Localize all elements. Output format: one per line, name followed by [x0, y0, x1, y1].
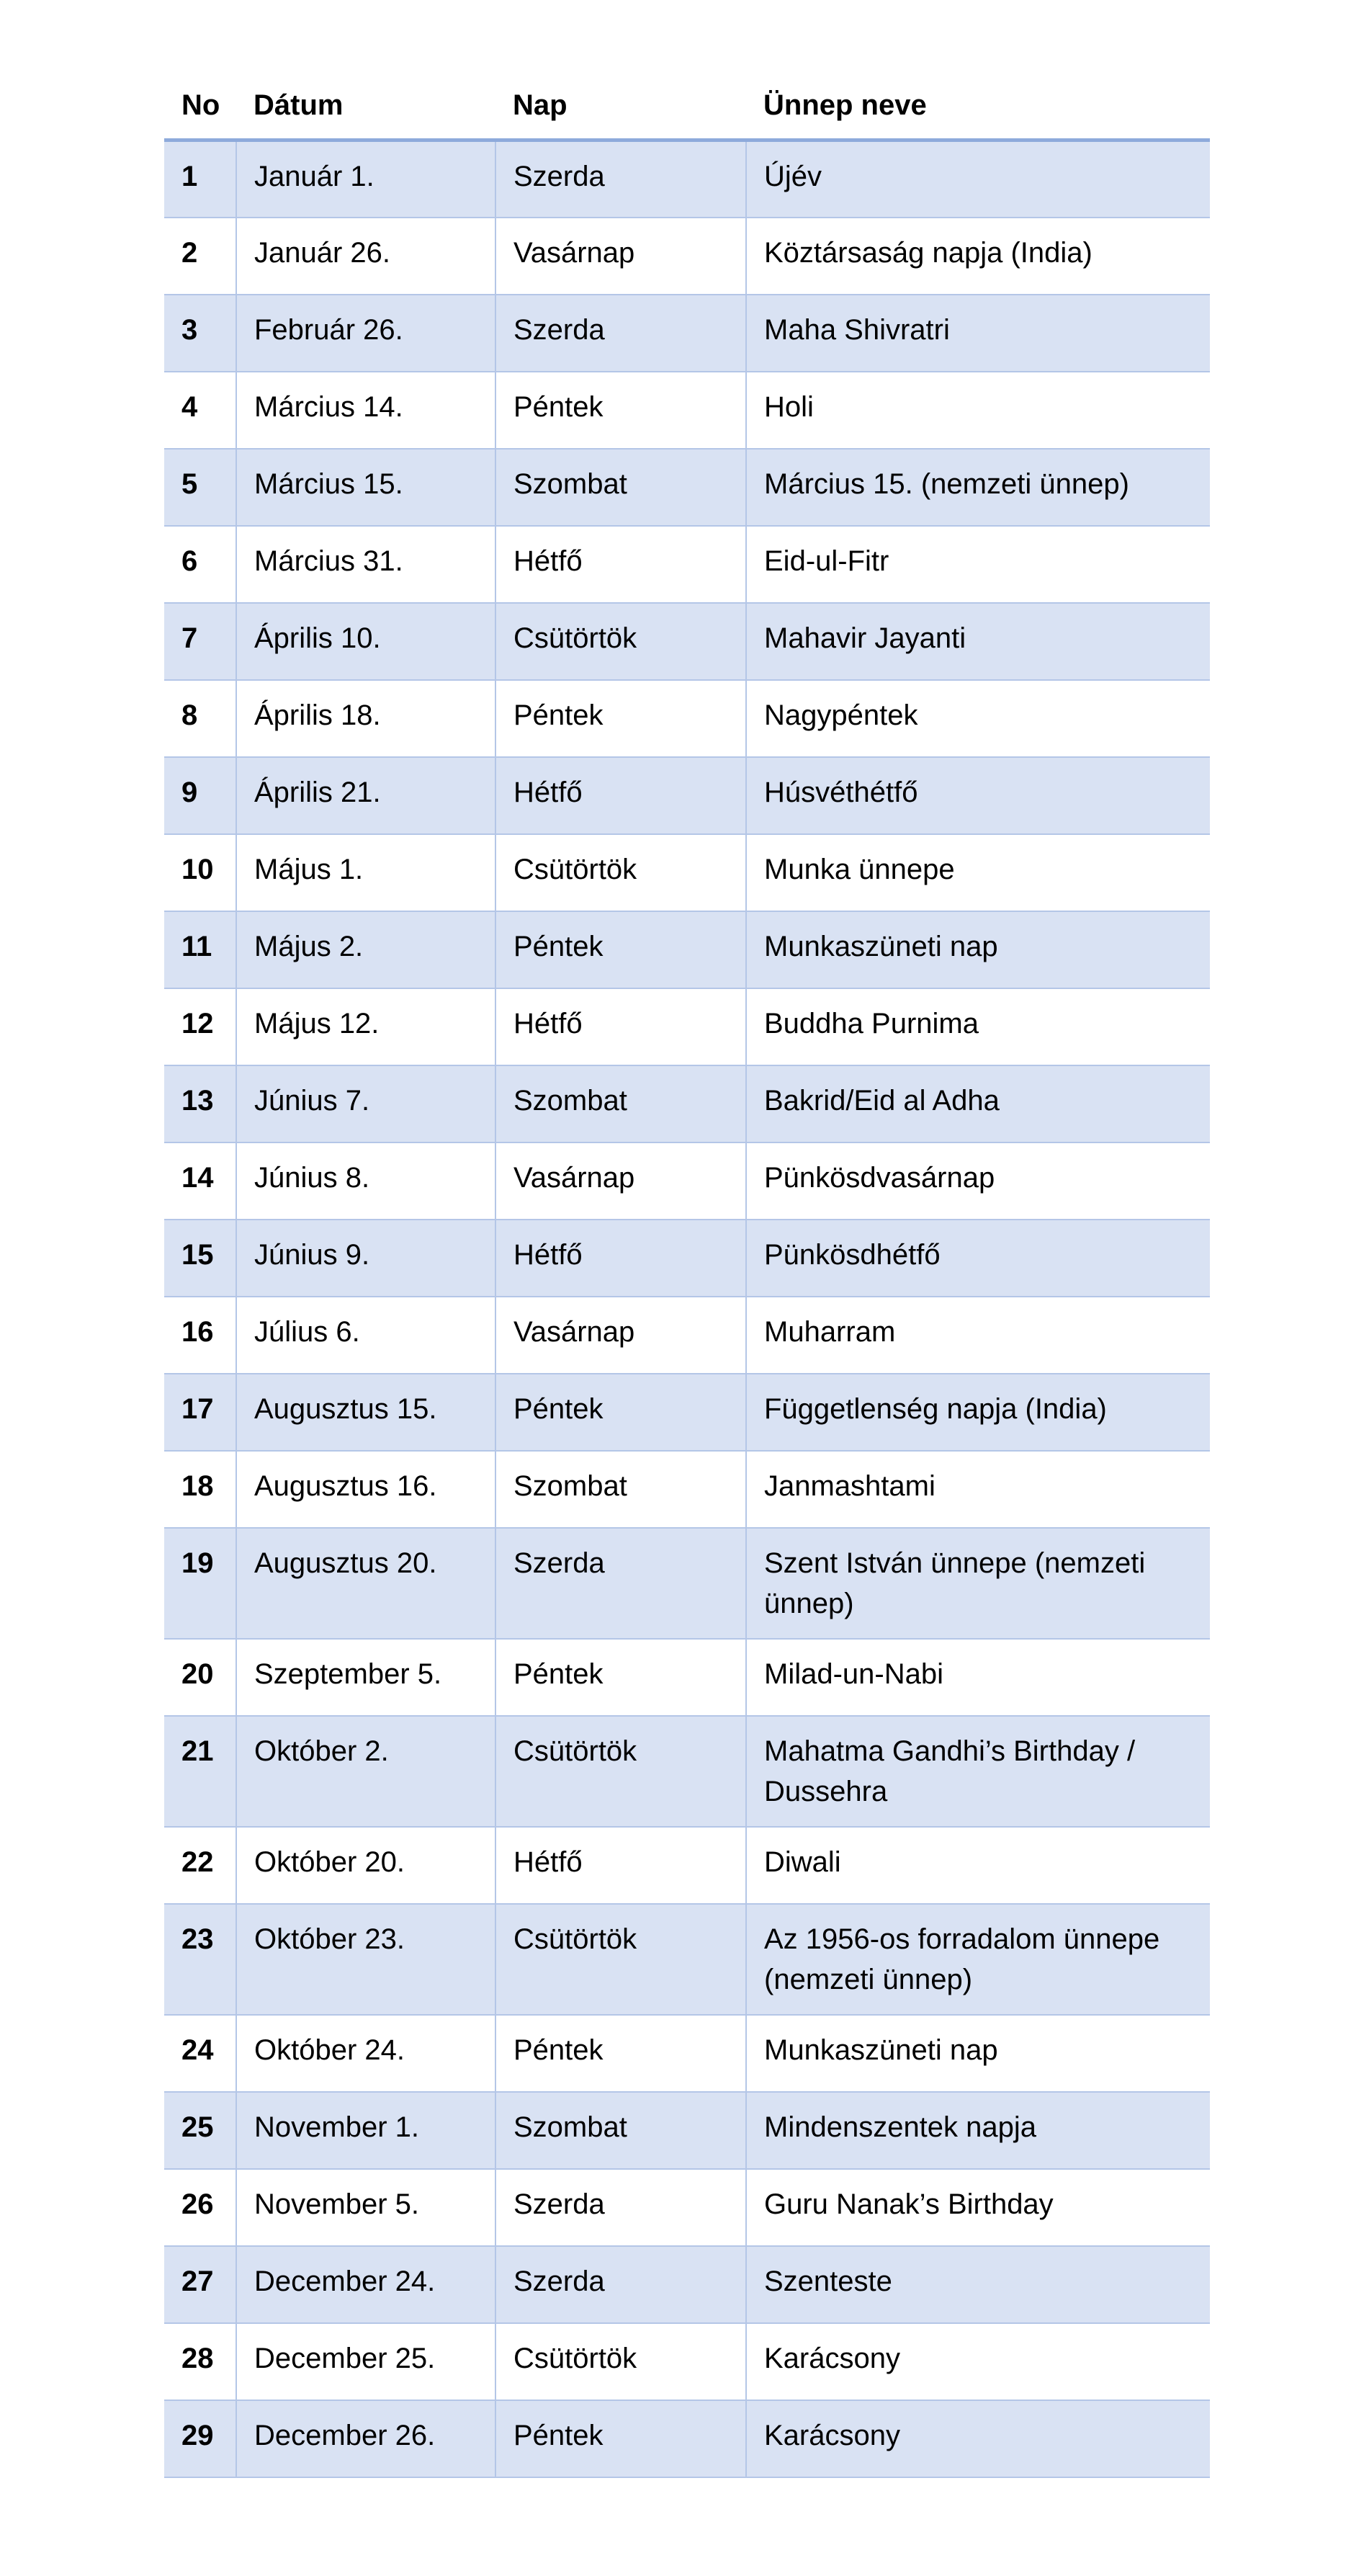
cell-day: Hétfő: [495, 988, 746, 1065]
table-row: [164, 526, 1210, 603]
cell-no: 25: [164, 2092, 236, 2169]
table-row: [164, 1374, 1210, 1451]
cell-date: Március 14.: [236, 372, 495, 449]
table-body: [164, 140, 1210, 2477]
cell-holiday-name: Eid-ul-Fitr: [746, 526, 1210, 603]
table-row: [164, 1065, 1210, 1142]
table-row: [164, 1528, 1210, 1639]
holiday-table: [164, 72, 1210, 2478]
cell-day: Hétfő: [495, 757, 746, 834]
cell-date: Október 2.: [236, 1716, 495, 1827]
table-row: [164, 1142, 1210, 1220]
cell-no: 13: [164, 1065, 236, 1142]
cell-no: 11: [164, 911, 236, 988]
cell-day: Péntek: [495, 1374, 746, 1451]
cell-holiday-name: Holi: [746, 372, 1210, 449]
cell-no: 18: [164, 1451, 236, 1528]
cell-no: 12: [164, 988, 236, 1065]
cell-date: Április 21.: [236, 757, 495, 834]
cell-holiday-name: Munka ünnepe: [746, 834, 1210, 911]
cell-day: Hétfő: [495, 526, 746, 603]
cell-no: 10: [164, 834, 236, 911]
cell-no: 7: [164, 603, 236, 680]
cell-no: 17: [164, 1374, 236, 1451]
cell-holiday-name: Az 1956-os forradalom ünnepe (nemzeti ünnep): [746, 1904, 1210, 2015]
cell-no: 19: [164, 1528, 236, 1639]
cell-day: Csütörtök: [495, 1716, 746, 1827]
table-row: [164, 2246, 1210, 2323]
table-row: [164, 1716, 1210, 1827]
cell-date: Január 1.: [236, 140, 495, 218]
cell-holiday-name: Munkaszüneti nap: [746, 2015, 1210, 2092]
cell-no: 1: [164, 140, 236, 218]
cell-holiday-name: Mindenszentek napja: [746, 2092, 1210, 2169]
cell-no: 24: [164, 2015, 236, 2092]
cell-holiday-name: Köztársaság napja (India): [746, 218, 1210, 295]
cell-holiday-name: Mahavir Jayanti: [746, 603, 1210, 680]
table-row: [164, 218, 1210, 295]
cell-no: 23: [164, 1904, 236, 2015]
table-row: [164, 295, 1210, 372]
cell-date: Augusztus 15.: [236, 1374, 495, 1451]
cell-day: Csütörtök: [495, 834, 746, 911]
cell-date: Július 6.: [236, 1297, 495, 1374]
cell-day: Vasárnap: [495, 218, 746, 295]
table-row: [164, 372, 1210, 449]
table-row: [164, 603, 1210, 680]
cell-no: 28: [164, 2323, 236, 2400]
cell-holiday-name: Március 15. (nemzeti ünnep): [746, 449, 1210, 526]
cell-date: Május 1.: [236, 834, 495, 911]
header-holiday-name: Ünnep neve: [746, 72, 1210, 140]
cell-date: Október 24.: [236, 2015, 495, 2092]
cell-day: Szombat: [495, 1451, 746, 1528]
cell-day: Szombat: [495, 2092, 746, 2169]
cell-date: Március 15.: [236, 449, 495, 526]
cell-date: Május 2.: [236, 911, 495, 988]
cell-date: Május 12.: [236, 988, 495, 1065]
cell-holiday-name: Bakrid/Eid al Adha: [746, 1065, 1210, 1142]
cell-no: 16: [164, 1297, 236, 1374]
cell-day: Szombat: [495, 449, 746, 526]
cell-no: 14: [164, 1142, 236, 1220]
table-row: [164, 2015, 1210, 2092]
cell-no: 21: [164, 1716, 236, 1827]
table-row: [164, 1297, 1210, 1374]
cell-day: Csütörtök: [495, 2323, 746, 2400]
cell-date: November 1.: [236, 2092, 495, 2169]
cell-date: Április 18.: [236, 680, 495, 757]
cell-no: 9: [164, 757, 236, 834]
cell-no: 6: [164, 526, 236, 603]
cell-day: Vasárnap: [495, 1142, 746, 1220]
cell-day: Szerda: [495, 140, 746, 218]
table-row: [164, 2092, 1210, 2169]
cell-no: 27: [164, 2246, 236, 2323]
cell-day: Péntek: [495, 1639, 746, 1716]
header-date: Dátum: [236, 72, 495, 140]
table-row: [164, 140, 1210, 218]
cell-no: 29: [164, 2400, 236, 2477]
cell-no: 4: [164, 372, 236, 449]
table-row: [164, 2169, 1210, 2246]
cell-day: Vasárnap: [495, 1297, 746, 1374]
cell-holiday-name: Karácsony: [746, 2400, 1210, 2477]
cell-day: Péntek: [495, 2015, 746, 2092]
cell-date: Január 26.: [236, 218, 495, 295]
cell-holiday-name: Munkaszüneti nap: [746, 911, 1210, 988]
cell-holiday-name: Újév: [746, 140, 1210, 218]
cell-no: 5: [164, 449, 236, 526]
cell-holiday-name: Pünkösdhétfő: [746, 1220, 1210, 1297]
table-row: [164, 1639, 1210, 1716]
table-row: [164, 2323, 1210, 2400]
cell-holiday-name: Szent István ünnepe (nemzeti ünnep): [746, 1528, 1210, 1639]
header-day: Nap: [495, 72, 746, 140]
table-row: [164, 1451, 1210, 1528]
cell-day: Szerda: [495, 2169, 746, 2246]
cell-date: Március 31.: [236, 526, 495, 603]
table-row: [164, 2400, 1210, 2477]
table-row: [164, 757, 1210, 834]
cell-holiday-name: Diwali: [746, 1827, 1210, 1904]
cell-no: 20: [164, 1639, 236, 1716]
cell-holiday-name: Nagypéntek: [746, 680, 1210, 757]
cell-date: Október 20.: [236, 1827, 495, 1904]
cell-day: Péntek: [495, 911, 746, 988]
table-header: [164, 72, 1210, 140]
cell-day: Péntek: [495, 372, 746, 449]
cell-date: Augusztus 20.: [236, 1528, 495, 1639]
cell-date: December 24.: [236, 2246, 495, 2323]
cell-date: Június 7.: [236, 1065, 495, 1142]
cell-holiday-name: Guru Nanak’s Birthday: [746, 2169, 1210, 2246]
cell-day: Hétfő: [495, 1220, 746, 1297]
cell-no: 3: [164, 295, 236, 372]
cell-holiday-name: Pünkösdvasárnap: [746, 1142, 1210, 1220]
cell-date: December 25.: [236, 2323, 495, 2400]
cell-date: Február 26.: [236, 295, 495, 372]
cell-date: Április 10.: [236, 603, 495, 680]
table-row: [164, 1827, 1210, 1904]
cell-day: Csütörtök: [495, 603, 746, 680]
cell-day: Szerda: [495, 295, 746, 372]
table-row: [164, 1220, 1210, 1297]
cell-holiday-name: Függetlenség napja (India): [746, 1374, 1210, 1451]
document-page: [164, 72, 1210, 2478]
cell-day: Szombat: [495, 1065, 746, 1142]
cell-no: 2: [164, 218, 236, 295]
cell-no: 22: [164, 1827, 236, 1904]
cell-no: 8: [164, 680, 236, 757]
cell-day: Hétfő: [495, 1827, 746, 1904]
cell-holiday-name: Karácsony: [746, 2323, 1210, 2400]
cell-date: Június 8.: [236, 1142, 495, 1220]
cell-holiday-name: Mahatma Gandhi’s Birthday / Dussehra: [746, 1716, 1210, 1827]
cell-no: 15: [164, 1220, 236, 1297]
table-row: [164, 911, 1210, 988]
cell-date: Szeptember 5.: [236, 1639, 495, 1716]
header-no: No: [164, 72, 236, 140]
cell-day: Csütörtök: [495, 1904, 746, 2015]
cell-day: Péntek: [495, 680, 746, 757]
cell-holiday-name: Szenteste: [746, 2246, 1210, 2323]
table-row: [164, 680, 1210, 757]
cell-day: Szerda: [495, 2246, 746, 2323]
cell-holiday-name: Húsvéthétfő: [746, 757, 1210, 834]
cell-date: Október 23.: [236, 1904, 495, 2015]
table-row: [164, 834, 1210, 911]
cell-date: Június 9.: [236, 1220, 495, 1297]
cell-date: December 26.: [236, 2400, 495, 2477]
cell-holiday-name: Maha Shivratri: [746, 295, 1210, 372]
cell-day: Péntek: [495, 2400, 746, 2477]
cell-day: Szerda: [495, 1528, 746, 1639]
table-row: [164, 1904, 1210, 2015]
cell-holiday-name: Janmashtami: [746, 1451, 1210, 1528]
header-row: [164, 72, 1210, 140]
cell-holiday-name: Milad-un-Nabi: [746, 1639, 1210, 1716]
table-row: [164, 988, 1210, 1065]
cell-holiday-name: Buddha Purnima: [746, 988, 1210, 1065]
table-row: [164, 449, 1210, 526]
cell-date: November 5.: [236, 2169, 495, 2246]
cell-holiday-name: Muharram: [746, 1297, 1210, 1374]
cell-date: Augusztus 16.: [236, 1451, 495, 1528]
cell-no: 26: [164, 2169, 236, 2246]
